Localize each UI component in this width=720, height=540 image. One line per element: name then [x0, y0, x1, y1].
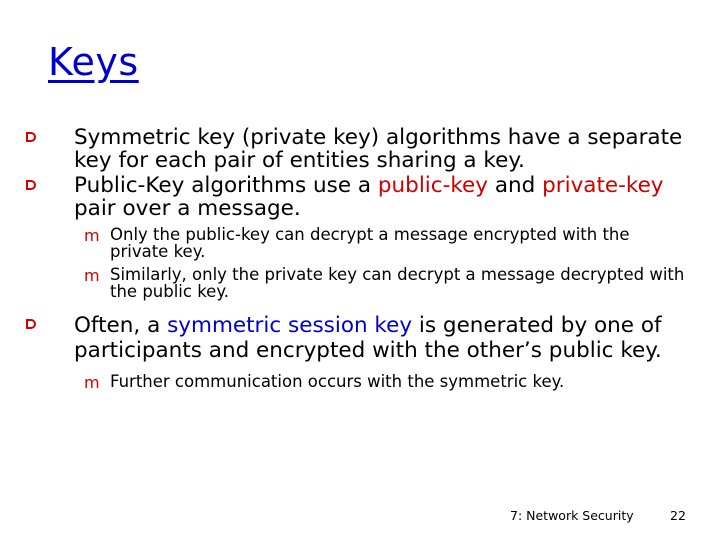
- bullet-3-pre: Often, a: [74, 313, 168, 338]
- bullet-1-text: Symmetric key (private key) algorithms have a separate key for each pair of entities sharing a key.: [74, 125, 683, 173]
- subbullet-1-text: Only the public-key can decrypt a message encrypted with the private key.: [110, 225, 630, 261]
- bullet-3-post: is generated by one of participants and encrypted with the other’s public key.: [74, 313, 662, 363]
- subbullet-2: [26, 266, 686, 300]
- bullet-3: [26, 313, 686, 363]
- bullet-2-post: pair over a message.: [74, 196, 301, 221]
- slide-body: [26, 126, 686, 390]
- bullet-1: [26, 126, 686, 172]
- subbullet-2-text: Similarly, only the private key can decrypt a message decrypted with the public key.: [110, 265, 685, 301]
- bullet-2-private-key: private-key: [542, 173, 664, 198]
- page-number: 22: [670, 508, 686, 523]
- bullet-icon: [26, 180, 36, 190]
- slide-title: Keys: [48, 40, 139, 84]
- sub-bullet-icon: m: [84, 266, 100, 285]
- bullet-3-session-key: symmetric session key: [167, 313, 413, 338]
- bullet-icon: [26, 319, 36, 329]
- subbullet-3-text: Further communication occurs with the symmetric key.: [110, 372, 565, 391]
- subbullet-3: [26, 373, 686, 390]
- footer-course: 7: Network Security: [510, 508, 634, 523]
- subbullet-1: [26, 226, 686, 260]
- bullet-2-pre: Public-Key algorithms use a: [74, 173, 378, 198]
- bullet-2-mid: and: [488, 173, 543, 198]
- bullet-2-public-key: public-key: [377, 173, 488, 198]
- sub-bullet-icon: m: [84, 226, 100, 245]
- bullet-icon: [26, 132, 36, 142]
- bullet-2: [26, 174, 686, 220]
- sub-bullet-icon: m: [84, 373, 100, 392]
